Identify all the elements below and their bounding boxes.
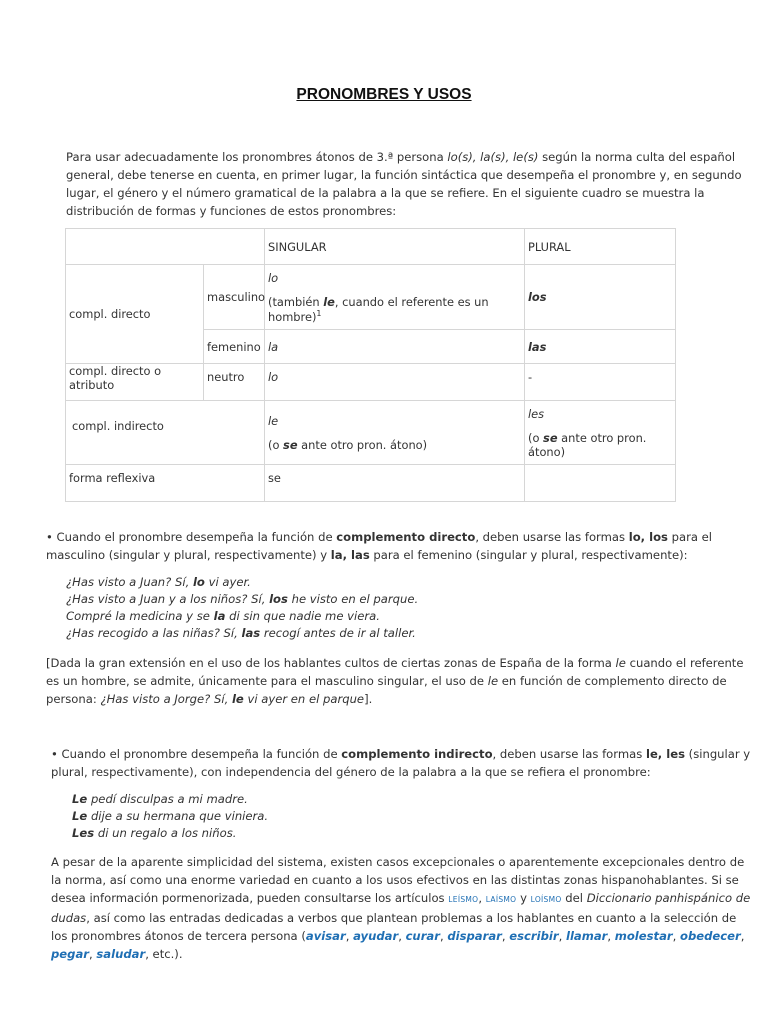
verb-link-2[interactable]: curar [405,929,440,943]
cell-masculino: masculino [204,265,265,330]
row-compl-directo-atributo: compl. directo o atributo [66,364,204,401]
final-paragraph: A pesar de la aparente simplicidad del sistema, existen casos excepcionales o aparentemente excepcionales dentro de la norma, así como una enorme variedad en cuanto a los usos efectivos en las distintas zonas hispanohablantes. Si se desea información pormenorizada, pueden consultarse los artículos LEÍSMO, LAÍSMO y LOÍSMO del Diccionario panhispánico de dudas, así como las entradas dedicadas a verbos que plantean problemas a los hablantes en cuanto a la selección de los pronombres átonos de tercera persona (avisar, ayudar, curar, disparar, escribir, llamar, molestar, obedecer, pegar, saludar, etc.). [51,855,751,961]
intro-paragraph: Para usar adecuadamente los pronombres átonos de 3.ª persona lo(s), la(s), le(s) según la norma culta del español general, debe tenerse en cuenta, en primer lugar, la función sintáctica que desempeña el pronombre y, en segundo lugar, el género y el número gramatical de la palabra a la que se refiere. En el siguiente cuadro se muestra la distribución de formas y funciones de estos pronombres: [66,150,742,218]
list-item: ¿Has recogido a las niñas? Sí, las recogí antes de ir al taller. [66,626,416,640]
separator: , [345,929,354,943]
link-leismo[interactable]: LEÍSMO [448,895,479,904]
cell-reflexiva-singular: se [265,465,525,502]
verb-link-4[interactable]: escribir [509,929,559,943]
table-row [66,401,676,465]
verb-link-0[interactable]: avisar [305,929,346,943]
separator: , [740,929,745,943]
table-row [66,465,676,502]
pronoun-table [65,228,676,502]
verb-link-7[interactable]: obedecer [680,929,741,943]
row-compl-directo: compl. directo [66,265,204,364]
verb-link-6[interactable]: molestar [614,929,673,943]
cd-examples [66,574,418,642]
cell-ind-plural: les (o se ante otro pron. átono) [525,401,676,465]
separator: , [672,929,680,943]
page-title: PRONOMBRES Y USOS [296,86,472,103]
row-compl-indirecto: compl. indirecto [66,401,265,465]
list-item: Le pedí disculpas a mi madre. [72,792,248,806]
table-header-row [66,229,676,265]
list-item: Les di un regalo a los niños. [72,826,237,840]
list-item: ¿Has visto a Juan y a los niños? Sí, los he visto en el parque. [66,592,419,606]
cell-neutro-singular: lo [265,364,525,401]
cd-paragraph: • Cuando el pronombre desempeña la función de complemento directo, deben usarse las formas lo, los para el masculino (singular y plural, respectivamente) y la, las para el femenino (singular y plural, respectivamente): [46,530,713,562]
separator: , [439,929,448,943]
le-note-paragraph: [Dada la gran extensión en el uso de los hablantes cultos de ciertas zonas de España de la forma le cuando el referente es un hombre, se admite, únicamente para el masculino singular, el uso de le en función de complemento directo de persona: ¿Has visto a Jorge? Sí, le vi ayer en el parque]. [46,656,744,706]
list-item: Compré la medicina y se la di sin que nadie me viera. [66,609,380,623]
ci-examples [72,791,268,842]
cell-fem-plural: las [525,330,676,364]
link-laismo[interactable]: LAÍSMO [485,895,517,904]
separator: , [607,929,615,943]
verb-link-9[interactable]: saludar [96,947,146,961]
header-plural: PLURAL [525,229,676,265]
row-forma-reflexiva: forma reflexiva [66,465,265,502]
link-loismo[interactable]: LOÍSMO [530,895,562,904]
separator: , [398,929,406,943]
header-singular: SINGULAR [265,229,525,265]
table-row [66,364,676,401]
separator: , [501,929,510,943]
cell-femenino: femenino [204,330,265,364]
cell-ind-singular: le (o se ante otro pron. átono) [265,401,525,465]
list-item: Le dije a su hermana que viniera. [72,809,269,823]
table-row [66,265,676,330]
cell-fem-singular: la [265,330,525,364]
cell-neutro-plural: - [525,364,676,401]
list-item: ¿Has visto a Juan? Sí, lo vi ayer. [66,575,251,589]
cell-neutro: neutro [204,364,265,401]
verb-link-1[interactable]: ayudar [353,929,399,943]
cell-masc-singular: lo (también le, cuando el referente es un hombre)$^1$ [265,265,525,330]
ci-paragraph: • Cuando el pronombre desempeña la función de complemento indirecto, deben usarse las formas le, les (singular y plural, respectivamente), con independencia del género de la palabra a la que se refiera el pronombre: [51,747,751,779]
verb-link-3[interactable]: disparar [447,929,502,943]
separator: , [558,929,566,943]
verb-link-8[interactable]: pegar [51,947,90,961]
separator: , [89,947,97,961]
cell-masc-plural: los [525,265,676,330]
verb-link-5[interactable]: llamar [565,929,608,943]
